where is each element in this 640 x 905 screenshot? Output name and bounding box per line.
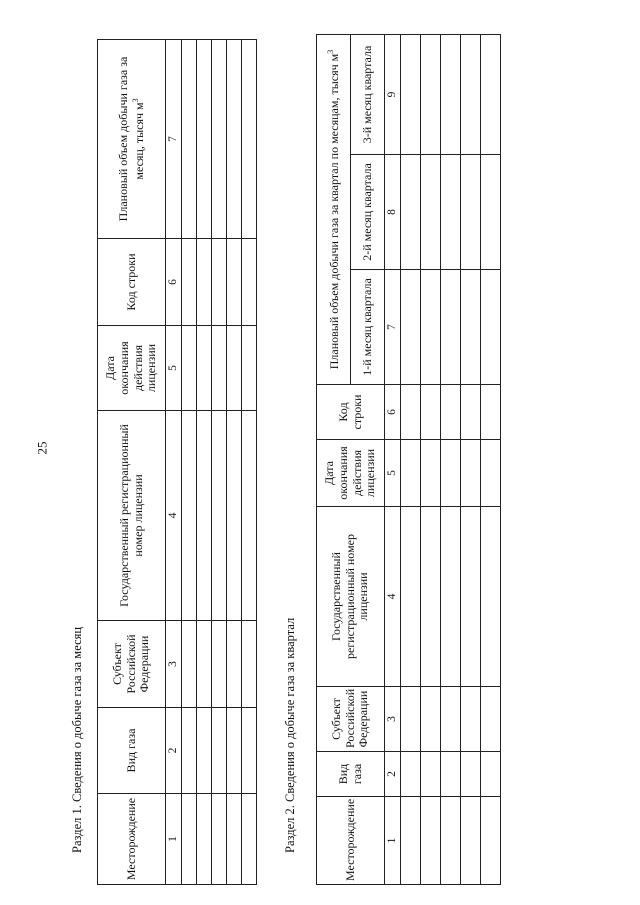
header-region: Субъект Российской Федерации [98,621,166,708]
unit-superscript: 3 [325,49,335,54]
cell [197,239,212,326]
header-region: Субъект Российской Федерации [317,687,385,752]
header-field: Месторождение [317,797,385,885]
cell [421,35,441,155]
cell [421,155,441,270]
section2-title: Раздел 2. Сведения о добыче газа за квартал [283,617,297,853]
cell [441,35,461,155]
cell [461,270,481,385]
column-number: 2 [166,708,182,794]
header-monthly-volume-text: Плановый объем добычи газа за месяц, тысяч м [115,56,146,222]
cell [441,440,461,507]
cell [461,155,481,270]
section1-number-row [166,40,182,885]
header-quarterly-volume [317,35,351,385]
cell [461,687,481,752]
header-license-end-date: Дата окончания действия лицензии [317,440,385,507]
cell [197,708,212,794]
cell [212,326,227,411]
cell [182,621,197,708]
column-number: 3 [385,687,401,752]
cell [227,621,242,708]
cell [481,35,501,155]
cell [182,708,197,794]
table-row [227,40,242,885]
cell [227,239,242,326]
cell [242,411,257,621]
cell [441,687,461,752]
cell [461,797,481,885]
cell [441,155,461,270]
column-number: 1 [166,794,182,885]
column-number: 4 [166,411,182,621]
cell [212,411,227,621]
header-monthly-volume [98,40,166,239]
cell [481,797,501,885]
column-number: 7 [166,40,182,239]
cell [242,40,257,239]
header-row-code: Код строки [98,239,166,326]
cell [182,794,197,885]
cell [481,507,501,687]
column-number: 4 [385,507,401,687]
header-quarterly-volume-text: Плановый объем добычи газа за квартал по месяцам, тысяч м [326,53,341,370]
column-number: 6 [166,239,182,326]
table-row [182,40,197,885]
cell [481,155,501,270]
cell [441,507,461,687]
cell [242,239,257,326]
table-row [197,40,212,885]
column-number: 5 [385,440,401,507]
cell [227,794,242,885]
header-license-number: Государственный регистрационный номер лицензии [98,411,166,621]
cell [481,270,501,385]
cell [212,40,227,239]
cell [481,440,501,507]
cell [481,385,501,440]
cell [227,411,242,621]
column-number: 1 [385,797,401,885]
cell [421,797,441,885]
cell [227,708,242,794]
cell [441,385,461,440]
cell [461,440,481,507]
cell [197,326,212,411]
cell [461,752,481,797]
section1-title: Раздел 1. Сведения о добыче газа за месяц [70,626,84,853]
column-number: 3 [166,621,182,708]
header-gas-type: Вид газа [98,708,166,794]
table-row [401,35,421,885]
cell [441,797,461,885]
cell [401,797,421,885]
section1-table [97,39,257,885]
cell [182,40,197,239]
table-row [461,35,481,885]
cell [461,507,481,687]
cell [242,621,257,708]
cell [212,621,227,708]
cell [441,752,461,797]
header-month-1: 1-й месяц квартала [351,270,385,385]
header-license-end-date: Дата окончания действия лицензии [98,326,166,411]
cell [421,752,441,797]
column-number: 5 [166,326,182,411]
cell [212,794,227,885]
cell [421,385,441,440]
section2-table [316,34,501,885]
section1-header-row [98,40,166,885]
cell [242,708,257,794]
column-number: 8 [385,155,401,270]
cell [197,40,212,239]
cell [212,239,227,326]
cell [401,507,421,687]
unit-superscript: 3 [130,98,140,103]
column-number: 2 [385,752,401,797]
page-number: 25 [34,441,50,455]
cell [401,752,421,797]
cell [401,440,421,507]
cell [441,270,461,385]
column-number: 9 [385,35,401,155]
cell [401,35,421,155]
cell [197,794,212,885]
table-row [481,35,501,885]
cell [481,752,501,797]
cell [401,155,421,270]
header-month-2: 2-й месяц квартала [351,155,385,270]
header-field: Месторождение [98,794,166,885]
header-license-number: Государственный регистрационный номер лицензии [317,507,385,687]
section2-number-row [385,35,401,885]
cell [182,239,197,326]
header-row-code: Код строки [317,385,385,440]
cell [242,794,257,885]
cell [421,507,441,687]
cell [461,35,481,155]
cell [421,687,441,752]
table-row [212,40,227,885]
cell [197,621,212,708]
header-gas-type: Вид газа [317,752,385,797]
cell [182,326,197,411]
cell [212,708,227,794]
cell [401,385,421,440]
cell [421,440,441,507]
cell [227,326,242,411]
cell [401,270,421,385]
cell [481,687,501,752]
column-number: 7 [385,270,401,385]
cell [401,687,421,752]
cell [197,411,212,621]
table-row [242,40,257,885]
header-month-3: 3-й месяц квартала [351,35,385,155]
cell [421,270,441,385]
cell [227,40,242,239]
section2-header-row [317,35,351,885]
table-row [441,35,461,885]
column-number: 6 [385,385,401,440]
table-row [421,35,441,885]
cell [242,326,257,411]
cell [461,385,481,440]
cell [182,411,197,621]
